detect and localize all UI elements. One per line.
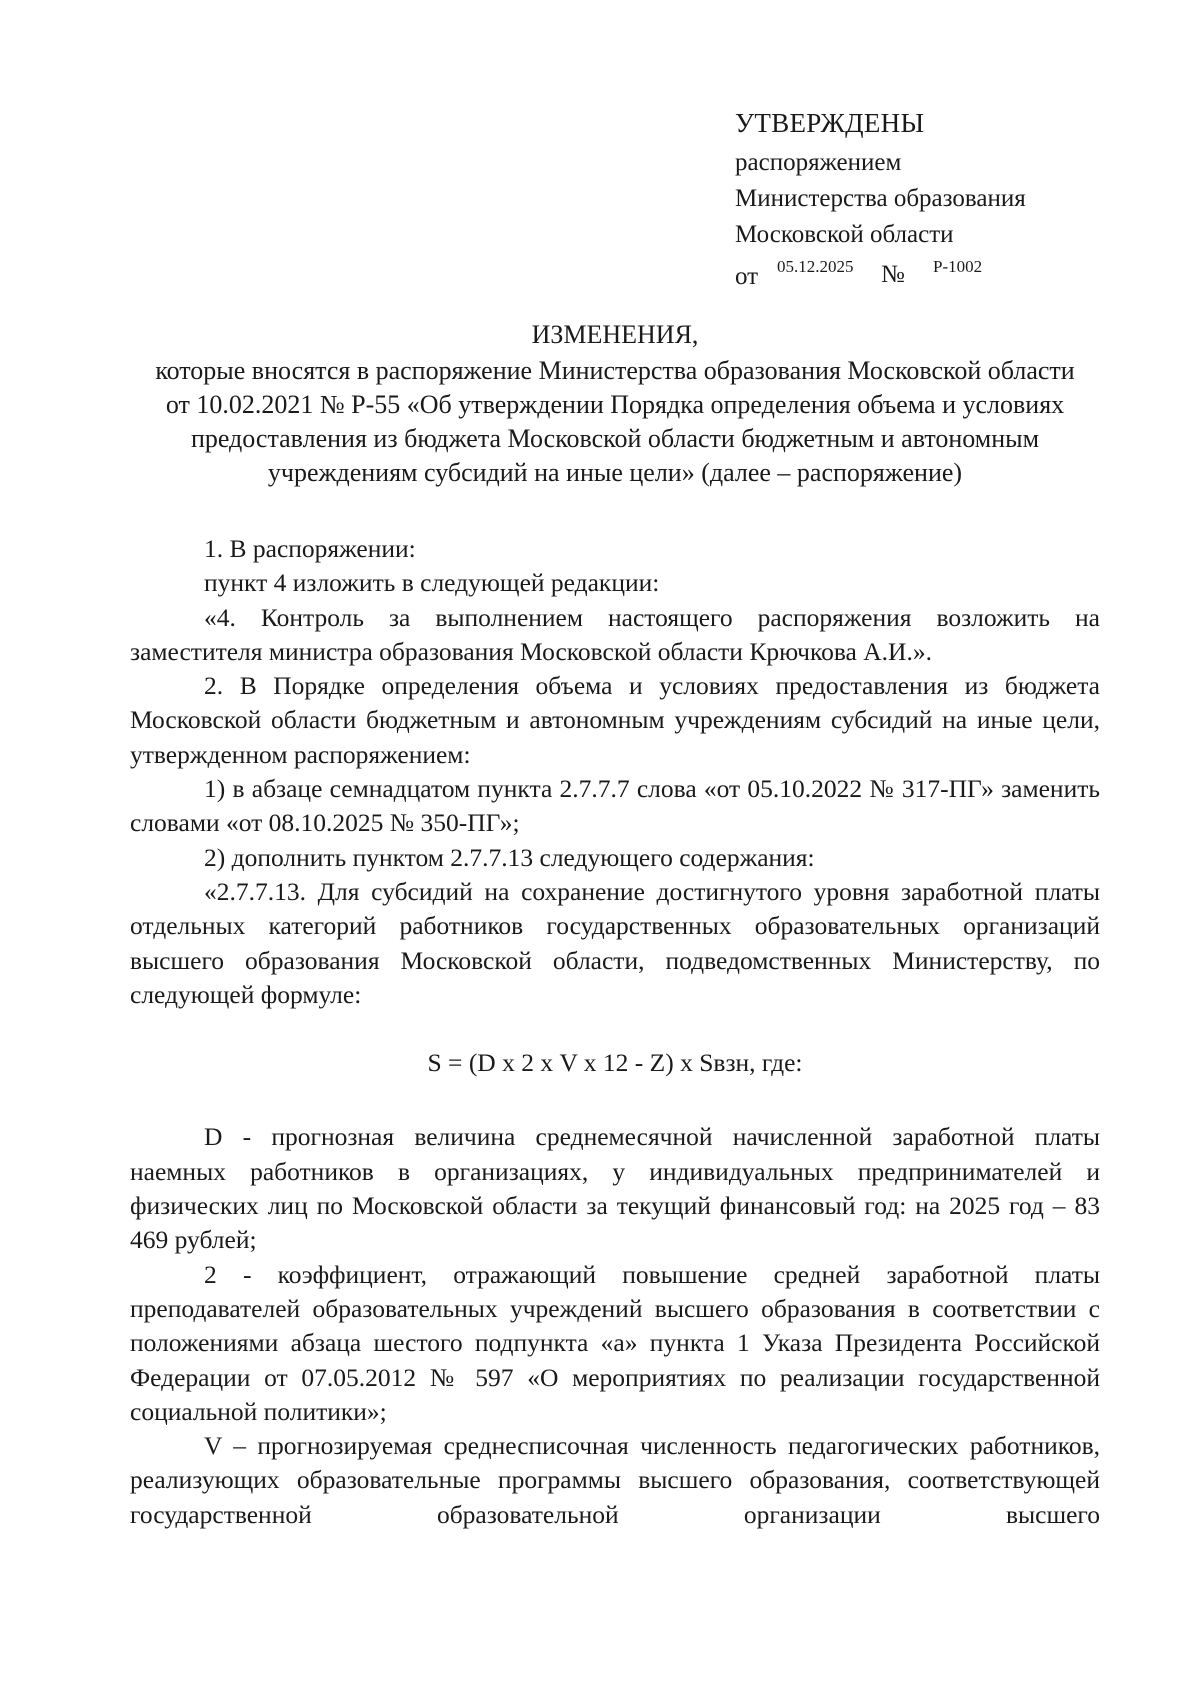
approval-date-prefix: от: [735, 263, 759, 290]
document-heading: [130, 318, 1100, 490]
paragraph-7: «2.7.7.13. Для субсидий на сохранение достигнутого уровня заработной платы отдельных категорий работников государственных образовательных организаций высшего образования Московской области, подведомственных Министерству, по следующей формуле:: [130, 876, 1100, 1009]
paragraph-3: «4. Контроль за выполнением настоящего распоряжения возложить на заместителя министра образования Московской области Крючкова А.И.».: [130, 602, 1100, 666]
paragraph-4: 2. В Порядке определения объема и условиях предоставления из бюджета Московской области бюджетным и автономным учреждениям субсидий на иные цели, утвержденном распоряжением:: [130, 671, 1100, 769]
heading-line-1: которые вносятся в распоряжение Министерства образования Московской области: [155, 356, 1075, 385]
paragraph-9: 2 - коэффициент, отражающий повышение средней заработной платы преподавателей образовательных учреждений высшего образования в соответствии с положениями абзаца шестого подпункта «а» пункта 1 Указа Президента Российской Федерации от 07.05.2012 № 597 «О мероприятиях по реализации государственной социальной политики»;: [130, 1259, 1100, 1426]
approval-title: УТВЕРЖДЕНЫ: [735, 108, 925, 138]
paragraph-6: 2) дополнить пунктом 2.7.7.13 следующего содержания:: [204, 842, 815, 872]
approval-line-1: распоряжением: [735, 149, 902, 176]
heading-line-3: предоставления из бюджета Московской области бюджетным и автономным: [190, 424, 1040, 453]
paragraph-10: V – прогнозируемая среднесписочная численность педагогических работников, реализующих образовательные программы высшего образования, соответствующей государственной образовательной организации высшего: [130, 1431, 1100, 1529]
document-body: [130, 532, 1100, 1532]
heading-line-2: от 10.02.2021 № Р-55 «Об утверждении Порядка определения объема и условиях: [165, 390, 1065, 419]
heading-title: ИЗМЕНЕНИЯ,: [531, 320, 699, 349]
paragraph-8: D - прогнозная величина среднемесячной начисленной заработной платы наемных работников в организациях, у индивидуальных предпринимателей и физических лиц по Московской области за текущий финансовый год: на 2025 год – 83 469 рублей;: [130, 1122, 1100, 1255]
heading-line-4: учреждениям субсидий на иные цели» (далее – распоряжение): [267, 458, 963, 487]
formula: S = (D х 2 х V х 12 - Z) х Sвзн, где:: [427, 1048, 803, 1078]
approval-number-sign: №: [881, 261, 905, 288]
approval-date-row: [735, 253, 1026, 289]
paragraph-1: 1. В распоряжении:: [204, 534, 416, 563]
approval-block: [735, 105, 1026, 289]
approval-date: 05.12.2025: [777, 257, 854, 276]
paragraph-5: 1) в абзаце семнадцатом пункта 2.7.7.7 слова «от 05.10.2022 № 317-ПГ» заменить словами «от 08.10.2025 № 350-ПГ»;: [130, 774, 1100, 838]
paragraph-2: пункт 4 изложить в следующей редакции:: [204, 568, 660, 598]
approval-line-3: Московской области: [735, 221, 954, 248]
approval-line-2: Министерства образования: [735, 185, 1026, 212]
approval-number: Р-1002: [933, 257, 983, 276]
